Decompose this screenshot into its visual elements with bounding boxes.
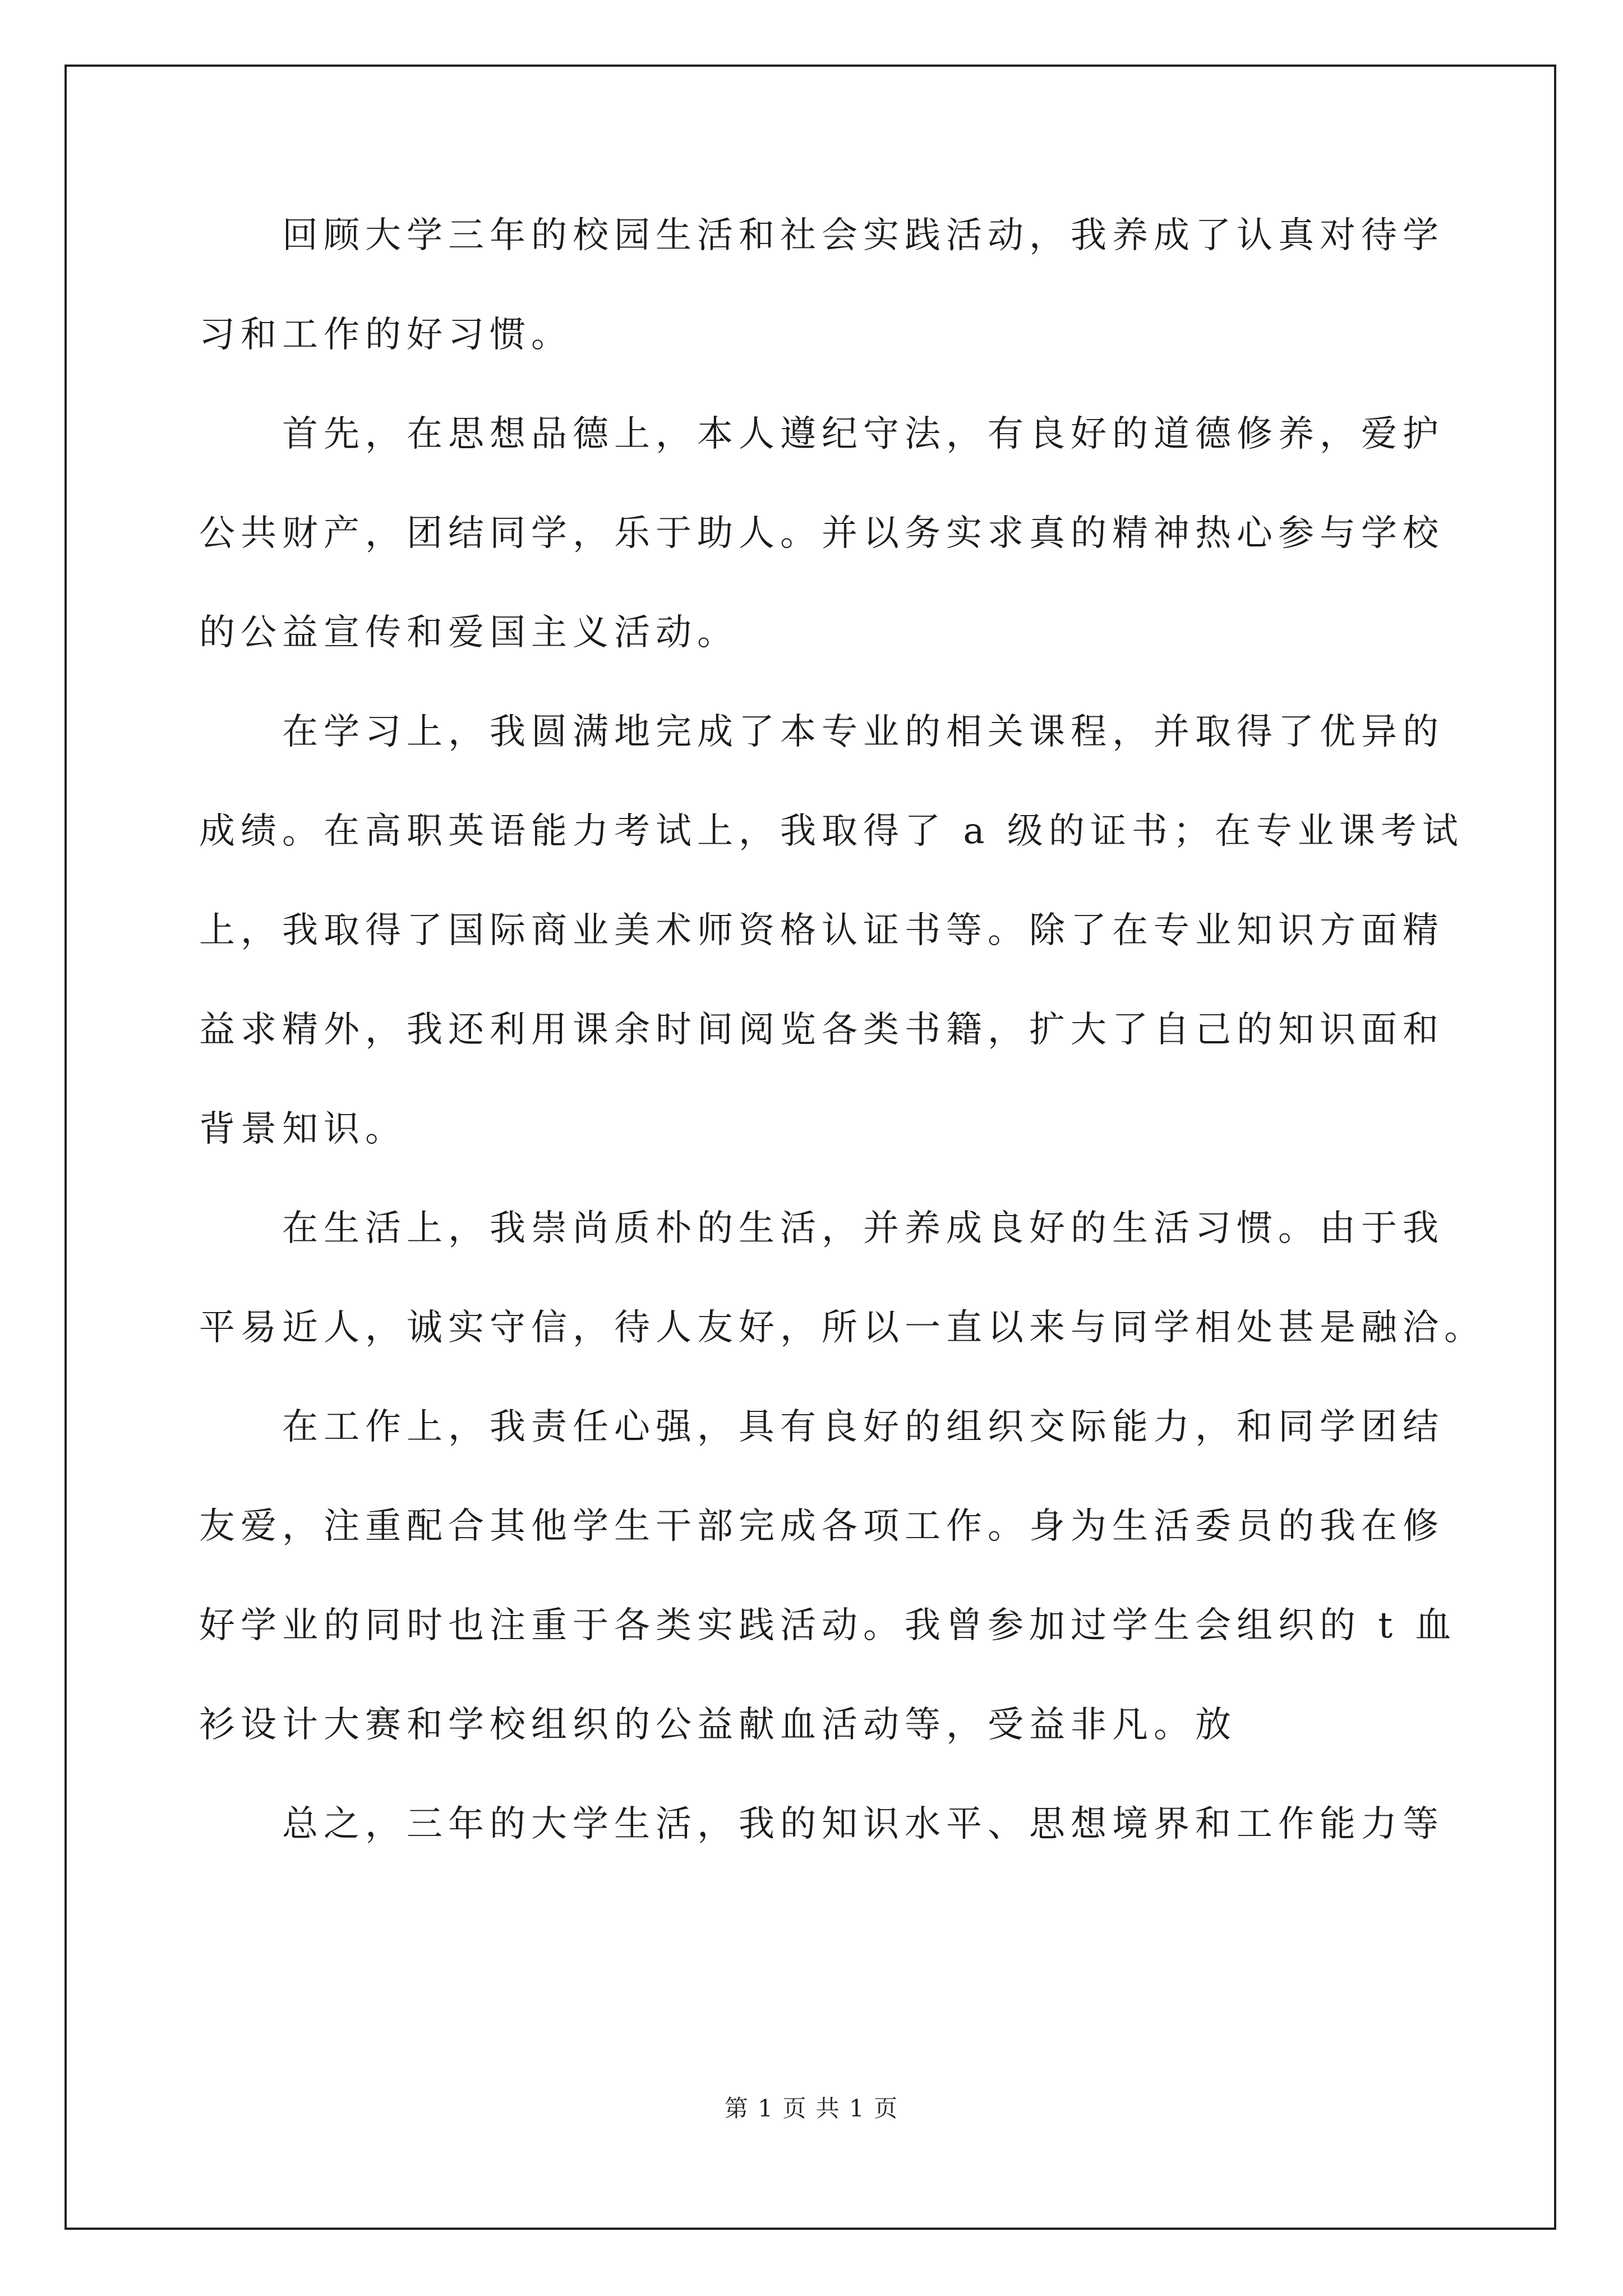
paragraph-line: 的公益宣传和爱国主义活动。: [199, 612, 739, 654]
paragraph-line: 背景知识。: [199, 1108, 407, 1150]
paragraph-line: 好学业的同时也注重于各类实践活动。我曾参加过学生会组织的 t 血: [199, 1605, 1457, 1646]
paragraph-line: 成绩。在高职英语能力考试上，我取得了 a 级的证书；在专业课考试: [199, 811, 1464, 852]
document-body: [199, 213, 1486, 1901]
paragraph-line: 在生活上，我崇尚质朴的生活，并养成良好的生活习惯。由于我: [282, 1208, 1444, 1249]
paragraph-line: 上，我取得了国际商业美术师资格认证书等。除了在专业知识方面精: [199, 910, 1444, 951]
paragraph-line: 友爱，注重配合其他学生干部完成各项工作。身为生活委员的我在修: [199, 1506, 1444, 1547]
paragraph-line: 益求精外，我还利用课余时间阅览各类书籍，扩大了自己的知识面和: [199, 1009, 1444, 1051]
paragraph-line: 习和工作的好习惯。: [199, 314, 573, 356]
page-number: 第 1 页 共 1 页: [724, 2095, 899, 2122]
paragraph-line: 公共财产，团结同学，乐于助人。并以务实求真的精神热心参与学校: [199, 513, 1444, 554]
paragraph-line: 在学习上，我圆满地完成了本专业的相关课程，并取得了优异的: [282, 711, 1444, 753]
paragraph-line: 衫设计大赛和学校组织的公益献血活动等，受益非凡。放: [199, 1704, 1237, 1746]
paragraph-line: 首先，在思想品德上，本人遵纪守法，有良好的道德修养，爱护: [282, 413, 1444, 455]
paragraph-line: 在工作上，我责任心强，具有良好的组织交际能力，和同学团结: [282, 1406, 1444, 1448]
paragraph-line: 总之，三年的大学生活，我的知识水平、思想境界和工作能力等: [282, 1803, 1444, 1845]
paragraph-line: 平易近人，诚实守信，待人友好，所以一直以来与同学相处甚是融洽。: [199, 1307, 1486, 1349]
paragraph-line: 回顾大学三年的校园生活和社会实践活动，我养成了认真对待学: [282, 215, 1444, 256]
